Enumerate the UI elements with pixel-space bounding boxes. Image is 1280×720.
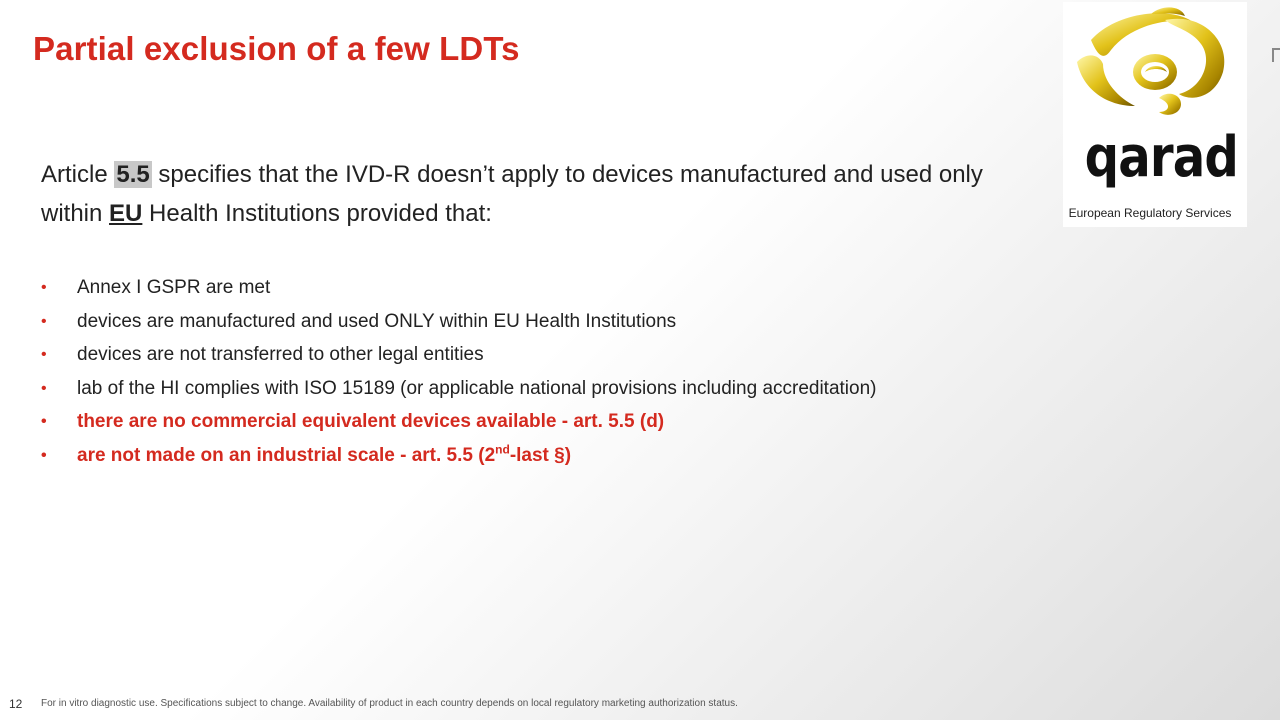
list-item-text: there are no commercial equivalent devices available - art. 5.5 (d): [77, 411, 665, 432]
list-item-text: devices are not transferred to other legal entities: [77, 344, 484, 365]
slide-title: Partial exclusion of a few LDTs: [33, 30, 520, 67]
bullet-icon: •: [41, 379, 47, 397]
bullet-icon: •: [41, 346, 47, 363]
qarad-logo: [1063, 2, 1247, 227]
bullet-icon: •: [41, 312, 47, 330]
list-item: [41, 305, 877, 339]
list-item: [41, 372, 877, 406]
ordinal-superscript: nd: [495, 442, 510, 457]
list-item-text: lab of the HI complies with ISO 15189 (or applicable national provisions including accreditation): [77, 377, 877, 399]
intro-text-end: Health Institutions provided that:: [142, 200, 492, 227]
list-item-emphasis: [41, 439, 877, 473]
bullet-icon: •: [41, 446, 47, 464]
eu-underlined: EU: [109, 200, 143, 227]
logo-wordmark: qarad: [1084, 125, 1239, 190]
bullet-icon: •: [41, 413, 47, 430]
footer-disclaimer: For in vitro diagnostic use. Specifications subject to change. Availability of product in each country depends on local regulatory marketing authorization status.: [41, 698, 738, 709]
gold-swirl-emblem-icon: [1063, 2, 1247, 132]
list-item: [41, 271, 877, 305]
list-item-text: are not made on an industrial scale - art. 5.5 (2: [77, 444, 496, 466]
intro-text-start: Article: [41, 161, 115, 188]
intro-paragraph: [41, 155, 1001, 233]
slide-edge-mark: [1272, 48, 1280, 62]
bullet-icon: •: [41, 279, 47, 296]
page-number: 12: [9, 697, 23, 711]
list-item-text: devices are manufactured and used ONLY within EU Health Institutions: [77, 310, 677, 332]
list-item-text: Annex I GSPR are met: [77, 277, 271, 298]
list-item-text-end: -last §): [509, 444, 572, 466]
list-item-emphasis: [41, 405, 877, 439]
list-item: [41, 338, 877, 372]
article-number-highlight: 5.5: [116, 161, 150, 188]
conditions-list: [41, 271, 877, 472]
logo-tagline: European Regulatory Services: [1068, 206, 1232, 220]
intro-text-middle: specifies that the IVD-R doesn’t apply to devices manufactured and used only within: [41, 161, 983, 227]
